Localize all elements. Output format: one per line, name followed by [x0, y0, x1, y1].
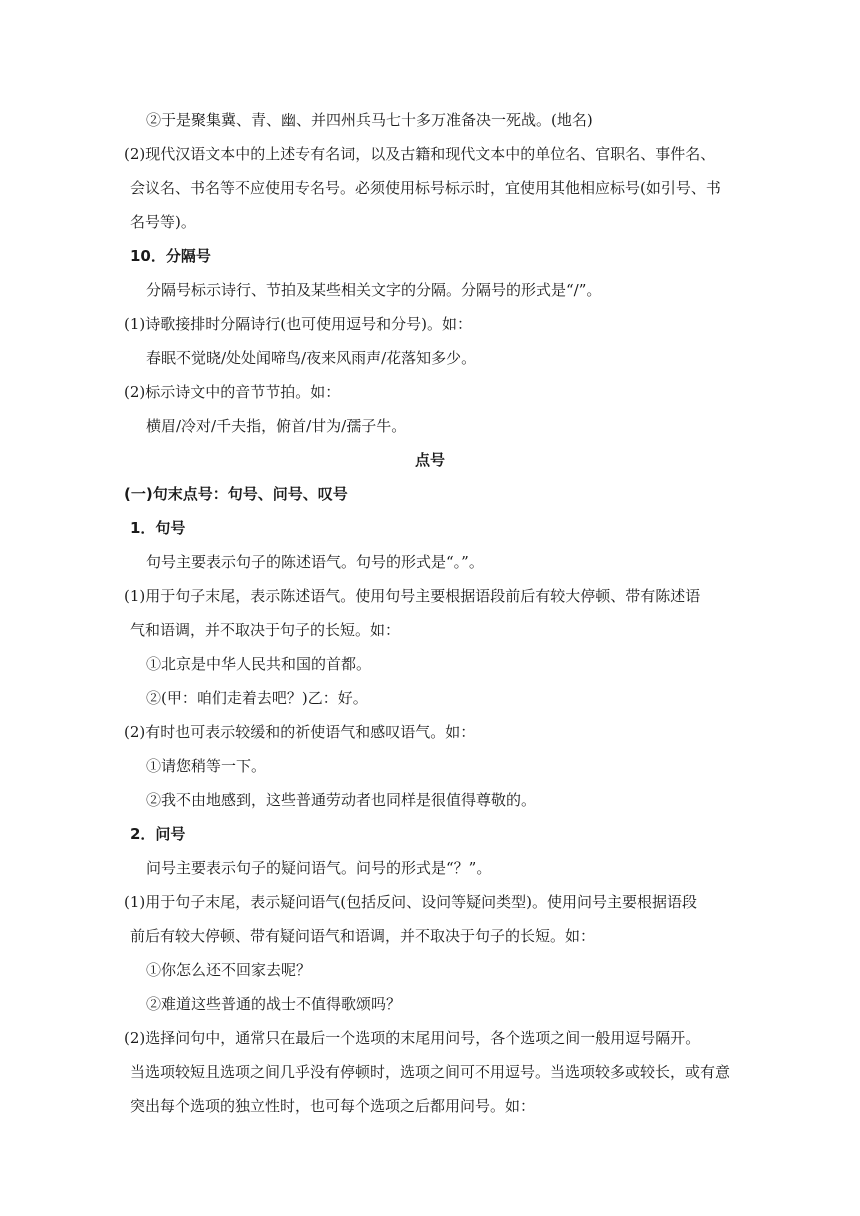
section-heading: 1．句号 [130, 519, 186, 537]
rule-line: 当选项较短且选项之间几乎没有停顿时，选项之间可不用逗号。当选项较多或较长，或有意 [130, 1063, 731, 1081]
rule-line: (2)有时也可表示较缓和的祈使语气和感叹语气。如： [124, 723, 476, 741]
rule-line: (1)诗歌接排时分隔诗行(也可使用逗号和分号)。如： [124, 315, 472, 333]
rule-line: 名号等)。 [130, 213, 196, 231]
rule-line: 突出每个选项的独立性时，也可每个选项之后都用问号。如： [130, 1097, 536, 1115]
example-line: ②难道这些普通的战士不值得歌颂吗？ [146, 995, 402, 1013]
example-line: ②于是聚集冀、青、幽、并四州兵马七十多万准备决一死战。(地名) [146, 111, 593, 129]
definition-line: 句号主要表示句子的陈述语气。句号的形式是“。”。 [146, 553, 484, 571]
rule-line: 前后有较大停顿、带有疑问语气和语调，并不取决于句子的长短。如： [130, 927, 596, 945]
rule-line: (2)现代汉语文本中的上述专有名词，以及古籍和现代文本中的单位名、官职名、事件名、 [124, 145, 716, 163]
rule-line: (2)标示诗文中的音节节拍。如： [124, 383, 341, 401]
rule-line: (1)用于句子末尾，表示陈述语气。使用句号主要根据语段前后有较大停顿、带有陈述语 [124, 587, 701, 605]
rule-line: 会议名、书名等不应使用专名号。必须使用标号标示时，宜使用其他相应标号(如引号、书 [130, 179, 721, 197]
example-line: ②(甲：咱们走着去吧？)乙：好。 [146, 689, 368, 707]
example-line: ①请您稍等一下。 [146, 757, 267, 775]
rule-line: (1)用于句子末尾，表示疑问语气(包括反问、设问等疑问类型)。使用问号主要根据语段 [124, 893, 697, 911]
section-heading: 2．问号 [130, 825, 186, 843]
example-line: 春眠不觉晓/处处闻啼鸟/夜来风雨声/花落知多少。 [146, 349, 477, 367]
rule-line: 气和语调，并不取决于句子的长短。如： [130, 621, 401, 639]
subsection-heading: (一)句末点号：句号、问号、叹号 [124, 485, 348, 503]
definition-line: 分隔号标示诗行、节拍及某些相关文字的分隔。分隔号的形式是“/”。 [146, 281, 602, 299]
example-line: 横眉/冷对/千夫指，俯首/甘为/孺子牛。 [146, 417, 407, 435]
example-line: ①北京是中华人民共和国的首都。 [146, 655, 372, 673]
chapter-title: 点号 [414, 451, 445, 469]
example-line: ①你怎么还不回家去呢？ [146, 961, 312, 979]
section-heading: 10．分隔号 [130, 247, 211, 265]
rule-line: (2)选择问句中，通常只在最后一个选项的末尾用问号，各个选项之间一般用逗号隔开。 [124, 1029, 701, 1047]
example-line: ②我不由地感到，这些普通劳动者也同样是很值得尊敬的。 [146, 791, 537, 809]
definition-line: 问号主要表示句子的疑问语气。问号的形式是“？”。 [146, 859, 492, 877]
